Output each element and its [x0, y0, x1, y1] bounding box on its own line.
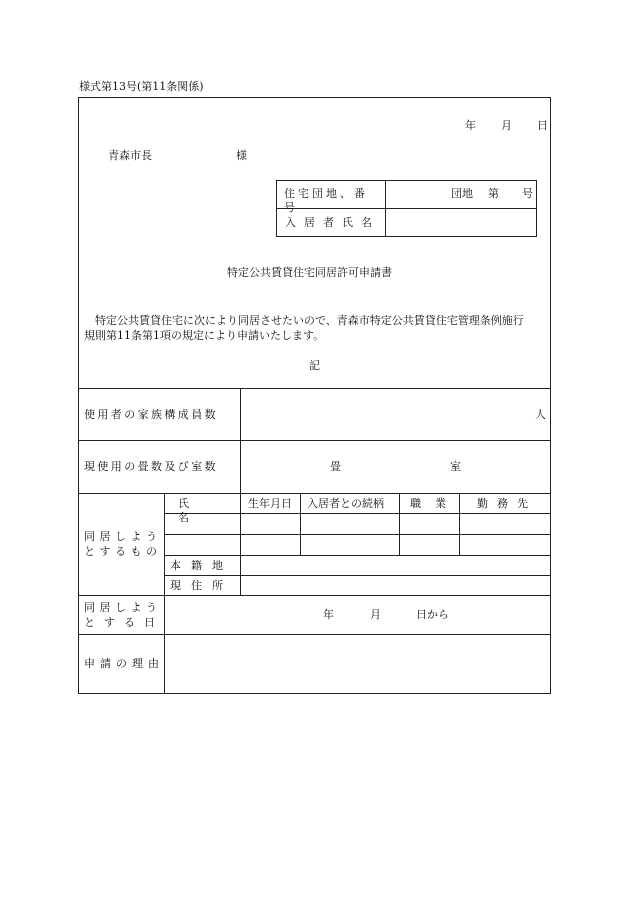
honseki-field[interactable]: [244, 557, 547, 573]
cohabit-label-2: とするもの: [84, 545, 162, 558]
tatami-unit: 畳: [330, 460, 341, 473]
addressee: 青森市長: [108, 149, 152, 162]
date-month: 月: [501, 119, 512, 132]
address-label: 現住所: [170, 579, 233, 592]
reason-field[interactable]: [170, 640, 546, 688]
reason-label: 申請の理由: [84, 657, 164, 670]
date-day: 日: [537, 119, 548, 132]
resident-label: 入居者氏名: [285, 216, 380, 229]
date-label-2: とする日: [84, 616, 164, 629]
housing-number-field[interactable]: [390, 186, 445, 204]
family-unit: 人: [535, 408, 546, 421]
address-field[interactable]: [244, 577, 547, 593]
dai-text: 第: [488, 187, 499, 200]
go-text: 号: [522, 187, 533, 200]
room-unit: 室: [450, 460, 461, 473]
resident-name-field[interactable]: [390, 212, 532, 232]
honorific: 様: [236, 149, 247, 162]
form-number: 様式第13号(第11条関係): [79, 80, 204, 93]
cohabit-label-1: 同居しよう: [84, 530, 162, 543]
date-label-1: 同居しよう: [84, 601, 162, 614]
family-count-field[interactable]: [246, 400, 526, 432]
col-relation: 入居者との続柄: [307, 497, 384, 510]
date-year: 年: [465, 119, 476, 132]
body-line-1: 特定公共賃貸住宅に次により同居させたいので、青森市特定公共賃貸住宅管理条例施行: [95, 314, 524, 327]
family-label: 使用者の家族構成員数: [84, 408, 218, 421]
danchi-text: 団地: [451, 187, 473, 200]
cohabit-month: 月: [370, 608, 381, 621]
cohabit-from: 日から: [416, 608, 449, 621]
cohabit-year: 年: [323, 608, 334, 621]
form-title: 特定公共賃貸住宅同居許可申請書: [227, 266, 392, 279]
housing-label: 住宅団地、番号: [284, 187, 368, 214]
body-line-2: 規則第11条第1項の規定により申請いたします。: [84, 329, 325, 342]
honseki-label: 本籍地: [170, 559, 233, 572]
col-name: 氏名: [178, 497, 213, 524]
ki-text: 記: [309, 359, 320, 372]
rooms-label: 現使用の畳数及び室数: [84, 460, 218, 473]
col-birth: 生年月日: [248, 497, 292, 510]
col-work: 勤務先: [477, 497, 537, 510]
col-job: 職業: [410, 497, 460, 510]
